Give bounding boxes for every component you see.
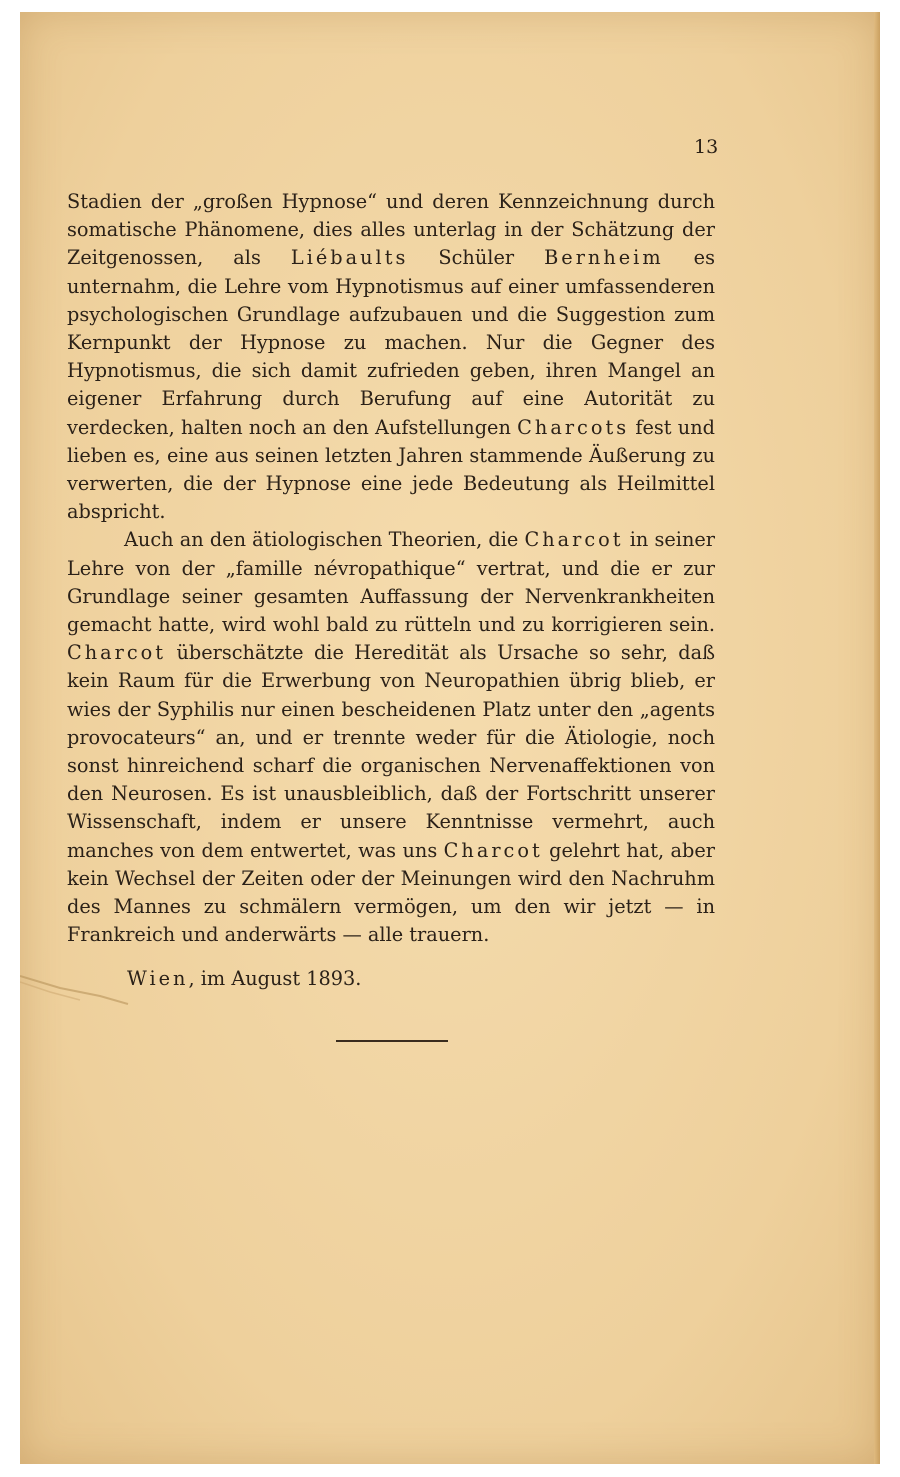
- text-segment: Stadien der „großen Hypnose“ und deren Kennzeichnung durch somatische Phänomene, dies alles unterlag in der Schätzung der Zeitgenossen, als: [67, 190, 715, 270]
- end-rule: [336, 1040, 448, 1042]
- signature-date: , im August 1893.: [188, 967, 362, 990]
- book-page: [20, 12, 880, 1464]
- page-tear-mark: [20, 974, 130, 1014]
- person-name: Bernheim: [544, 246, 664, 270]
- person-name: Liébaults: [290, 246, 409, 270]
- page-edge: [874, 12, 880, 1464]
- text-segment: in seiner Lehre von der „famille névropathique“ vertrat, und die er zur Grundlage seiner gesamten Auffassung der Nervenkrankheiten gemacht hatte, wird wohl bald zu rütteln und zu korrigieren sein.: [67, 528, 715, 637]
- page-number: 13: [694, 136, 719, 158]
- text-segment: überschätzte die Heredität als Ursache so sehr, daß kein Raum für die Erwerbung von Neuropathien übrig blieb, er wies der Syphilis nur einen bescheidenen Platz unter den „agents provocateurs“ an, und er trennte weder für die Ätiologie, noch sonst hinreichend scharf die organischen Nervenaffektionen von den Neurosen. Es ist unausbleiblich, daß der Fortschritt unserer Wissenschaft, indem er unsere Kenntnisse vermehrt, auch manches von dem entwertet, was uns: [67, 641, 715, 862]
- body-text: [67, 188, 715, 949]
- person-name: Charcots: [517, 415, 630, 439]
- paragraph-1: [67, 188, 715, 526]
- text-segment: gelehrt hat, aber kein Wechsel der Zeiten oder der Meinungen wird den Nachruhm des Mannes zu schmälern vermögen, um den wir jetzt — in Frankreich und anderwärts — alle trauern.: [67, 838, 715, 947]
- signature-place: Wien: [127, 967, 189, 990]
- text-segment: fest und lieben es, eine aus seinen letzten Jahren stammende Äußerung zu verwerten, die der Hypnose eine jede Bedeutung als Heilmittel abspricht.: [67, 415, 715, 524]
- person-name: Charcot: [524, 528, 624, 552]
- text-segment: Schüler: [408, 246, 545, 270]
- person-name: Charcot: [443, 838, 543, 862]
- text-segment: Auch an den ätiologischen Theorien, die: [124, 528, 525, 552]
- text-segment: es unternahm, die Lehre vom Hypnotismus auf einer umfassenderen psychologischen Grundlage aufzubauen und die Suggestion zum Kernpunkt der Hypnose zu machen. Nur die Gegner des Hypnotismus, die sich damit zufrieden geben, ihren Mangel an eigener Erfahrung durch Berufung auf eine Autorität zu verdecken, halten noch an den Aufstellungen: [67, 246, 715, 439]
- person-name: Charcot: [67, 641, 167, 665]
- signature-line: [127, 967, 361, 990]
- paragraph-2: [67, 526, 715, 949]
